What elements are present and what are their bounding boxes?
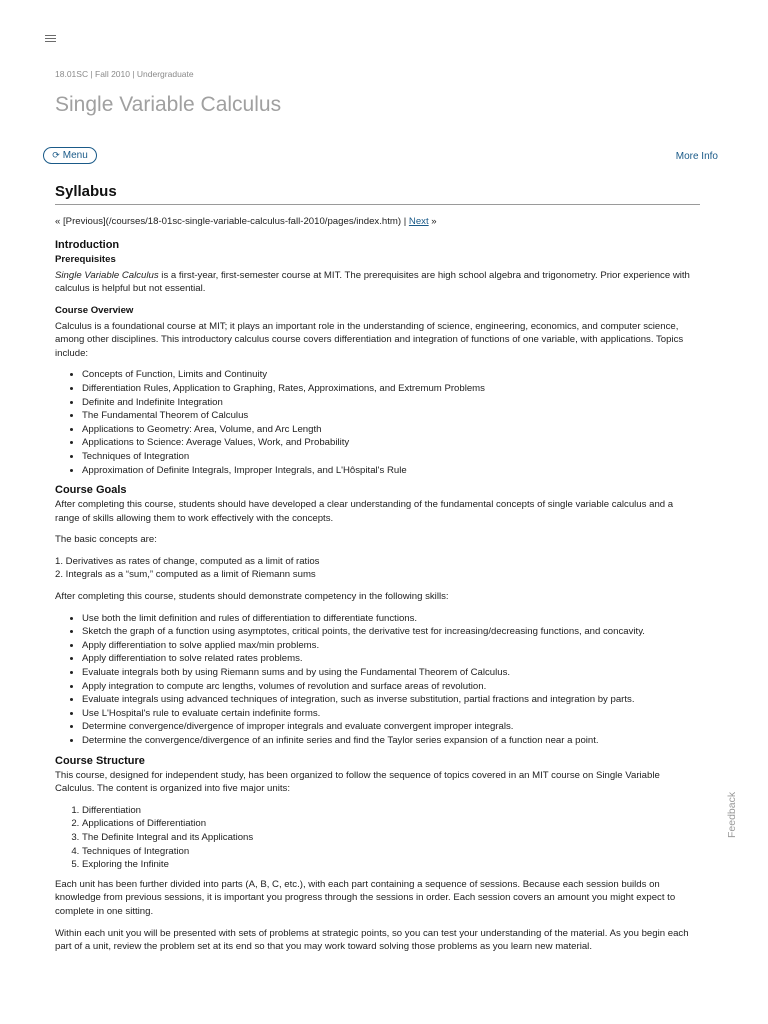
- list-item: 1. Differentiation: [82, 804, 700, 818]
- list-item: • Apply integration to compute arc lengths, volumes of revolution and surface areas of revolution.: [82, 680, 700, 694]
- list-item: • Techniques of Integration: [82, 450, 700, 464]
- list-item: • Use both the limit definition and rules of differentiation to differentiate functions.: [82, 612, 700, 626]
- list-item: • Determine the convergence/divergence of an infinite series and find the Taylor series expansion of a function near a point.: [82, 734, 700, 748]
- course-overview-text: Calculus is a foundational course at MIT; it plays an important role in the understanding of science, engineering, economics, and computer science, among other disciplines. This introductory calculus course covers differentiation and integration of functions of one variable, with applications. Topics include:: [55, 320, 684, 359]
- list-item: 5. Exploring the Infinite: [82, 858, 700, 872]
- page-title: Syllabus: [55, 185, 700, 205]
- prerequisites-heading: Prerequisites: [55, 254, 116, 266]
- list-item: • Definite and Indefinite Integration: [82, 396, 700, 410]
- skills-intro: After completing this course, students should demonstrate competency in the following skills:: [55, 591, 449, 603]
- list-item: 2. Applications of Differentiation: [82, 817, 700, 831]
- course-structure-heading: Course Structure: [55, 754, 145, 767]
- list-item: • Sketch the graph of a function using asymptotes, critical points, the derivative test for increasing/decreasing functions, and concavity.: [82, 625, 700, 639]
- list-item: • Approximation of Definite Integrals, Improper Integrals, and L'Hôspital's Rule: [82, 464, 700, 478]
- course-structure-text: This course, designed for independent study, has been organized to follow the sequence of topics covered in an MIT course on Single Variable Calculus. The content is organized into five major units:: [55, 769, 660, 795]
- list-item: 3. The Definite Integral and its Applications: [82, 831, 700, 845]
- feedback-tab[interactable]: Feedback: [726, 791, 738, 839]
- prerequisites-body: is a first-year, first-semester course at MIT. The prerequisites are high school algebra and trigonometry. Prior experience with calculus is helpful but not essential.: [55, 269, 690, 295]
- list-item: • Evaluate integrals using advanced techniques of integration, such as inverse substitution, partial fractions and integration by parts.: [82, 693, 700, 707]
- list-item: • Apply differentiation to solve related rates problems.: [82, 652, 700, 666]
- topics-list: [55, 368, 700, 477]
- basic-concepts-intro: The basic concepts are:: [55, 534, 157, 546]
- introduction-heading: Introduction: [55, 239, 120, 252]
- list-item: 4. Techniques of Integration: [82, 845, 700, 859]
- course-meta: 18.01SC | Fall 2010 | Undergraduate: [55, 69, 194, 79]
- skills-list: [55, 612, 700, 748]
- main-content: [55, 185, 700, 962]
- list-item: • Evaluate integrals both by using Riemann sums and by using the Fundamental Theorem of Calculus.: [82, 666, 700, 680]
- refresh-icon: ⟳: [52, 150, 60, 160]
- page-navigation: [55, 215, 700, 229]
- menu-button[interactable]: [43, 147, 97, 164]
- hamburger-menu-icon[interactable]: [45, 35, 56, 43]
- units-list: [55, 804, 700, 872]
- list-item: • Use L'Hospital's rule to evaluate certain indefinite forms.: [82, 707, 700, 721]
- course-goals-text: After completing this course, students should have developed a clear understanding of the fundamental concepts of single variable calculus and a range of skills allowing them to work effectively with the concepts.: [55, 499, 674, 524]
- list-item: • Differentiation Rules, Application to Graphing, Rates, Approximations, and Extremum Problems: [82, 382, 700, 396]
- list-item: • Applications to Science: Average Values, Work, and Probability: [82, 436, 700, 450]
- problem-sets-description: Within each unit you will be presented with sets of problems at strategic points, so you can test your understanding of the material. As you begin each part of a unit, review the problem set at its end so that you may work toward solving those problems as you learn new material.: [55, 927, 689, 953]
- basic-concepts: [55, 555, 700, 582]
- more-info-link[interactable]: More Info: [675, 151, 718, 162]
- course-overview-heading: Course Overview: [55, 304, 134, 316]
- list-item: • Concepts of Function, Limits and Continuity: [82, 368, 700, 382]
- next-link[interactable]: Next: [408, 215, 429, 227]
- nav-prefix: « [Previous](/courses/18-01sc-single-variable-calculus-fall-2010/pages/index.htm) |: [55, 215, 409, 227]
- units-description: Each unit has been further divided into parts (A, B, C, etc.), with each part containing a sequence of sessions. Because each session builds on knowledge from previous sessions, it is important you progress through the sessions in order. Each session covers an amount you might expect to complete in one sitting.: [55, 878, 676, 917]
- concept-item: 2. Integrals as a “sum,” computed as a limit of Riemann sums: [55, 569, 316, 581]
- list-item: • Apply differentiation to solve applied max/min problems.: [82, 639, 700, 653]
- course-title: Single Variable Calculus: [55, 93, 282, 116]
- concept-item: 1. Derivatives as rates of change, computed as a limit of ratios: [55, 555, 320, 567]
- nav-suffix: »: [428, 215, 437, 227]
- list-item: • The Fundamental Theorem of Calculus: [82, 409, 700, 423]
- prerequisites-text: [55, 269, 700, 296]
- course-goals-heading: Course Goals: [55, 484, 127, 497]
- list-item: • Determine convergence/divergence of improper integrals and evaluate convergent improper integrals.: [82, 720, 700, 734]
- prerequisites-course-name: Single Variable Calculus: [55, 269, 159, 281]
- menu-button-label: Menu: [62, 150, 88, 161]
- list-item: • Applications to Geometry: Area, Volume, and Arc Length: [82, 423, 700, 437]
